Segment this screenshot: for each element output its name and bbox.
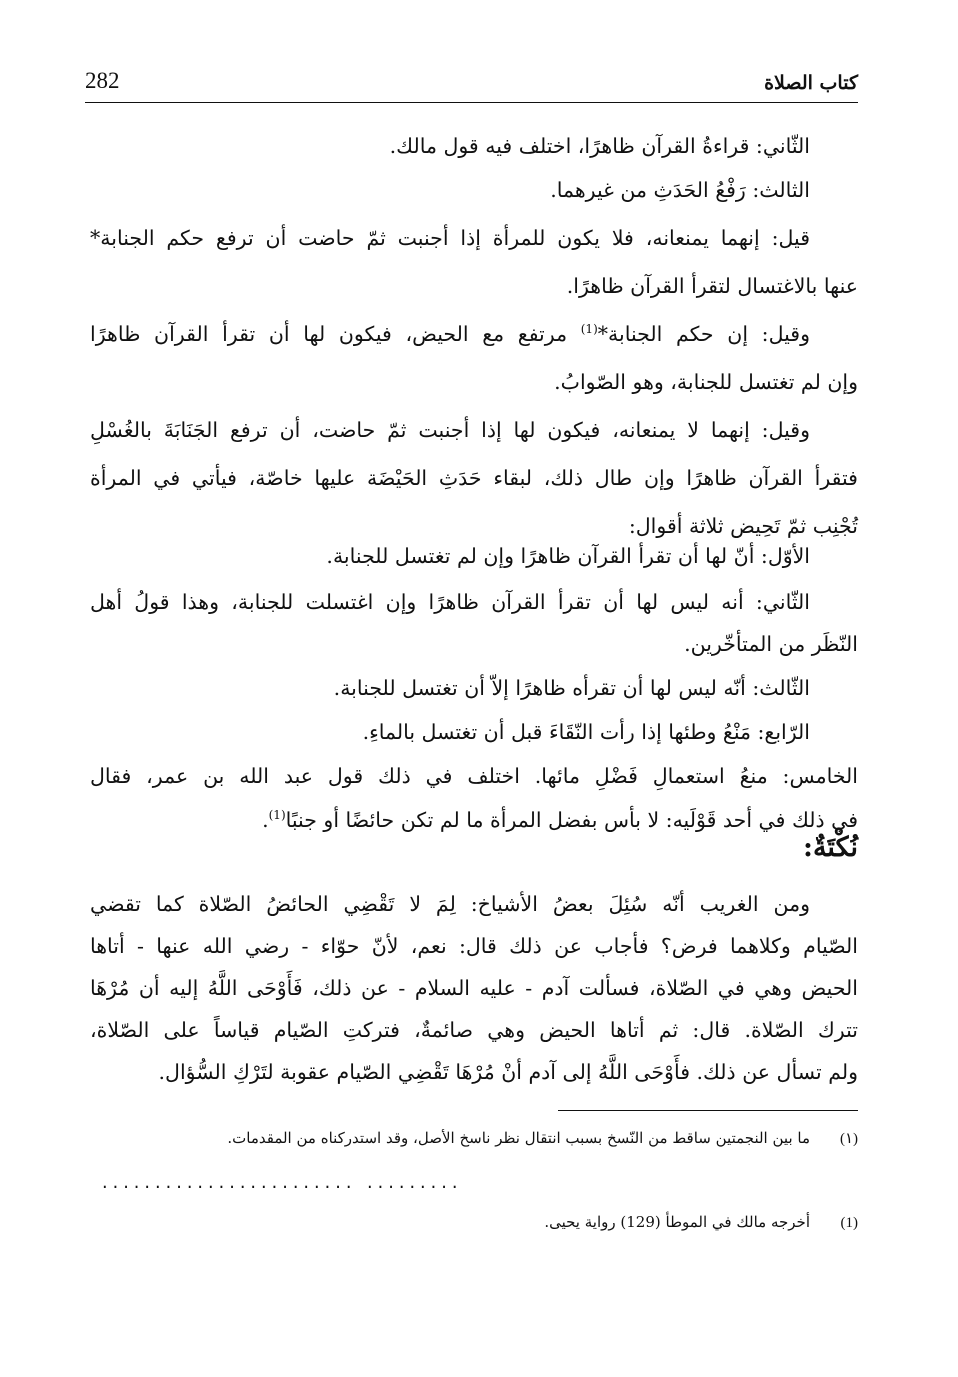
body-line: الخامس: منعُ استعمالِ فَضْلِ مائها. اختلف في ذلك قول عبد الله بن عمر، فقال <box>90 764 858 788</box>
body-line <box>90 800 858 840</box>
footnote-number: (1) <box>840 1215 858 1231</box>
body-line: فتقرأ القرآن ظاهرًا وإن طال ذلك، لبقاء حَدَثِ الحَيْضَة عليها خاصّة، فيأتي في المرأة <box>90 466 858 490</box>
dotted-separator: ........................ ......... <box>100 1175 461 1193</box>
body-line: الحيض وهي في الصّلاة، فسألت آدم - عليه السلام - عن ذلك، فَأَوْحَى اللَّهُ إليه أن مُرْهَا <box>90 976 858 1000</box>
body-line-end: . <box>262 808 269 832</box>
body-line: الرّابع: مَنْعُ وطئها إذا رأت النّقَاءَ قبل أن تغتسل بالماءِ. <box>362 720 810 744</box>
body-line: الأوّل: أنّ لها أن تقرأ القرآن ظاهرًا وإن لم تغتسل للجنابة. <box>326 544 810 568</box>
body-line-start: وقيل: إن حكم الجنابة* <box>597 322 811 346</box>
page-header <box>85 66 858 103</box>
section-heading: نُكْتَةٌ: <box>802 832 858 863</box>
body-line: ولم تسأل عن ذلك. فأَوْحَى اللَّهُ إلى آدم أنْ مُرْهَا تَقْضِي الصّيام عقوبة لتَرْكِ السُّؤال. <box>158 1060 858 1084</box>
footnote-separator <box>558 1110 858 1111</box>
body-line: وقيل: إنهما لا يمنعانه، فيكون لها إذا أجنبت ثمّ حاضت، أن ترفع الجَنَابَةَ بالغُسْلِ <box>90 418 810 442</box>
body-line: الثّاني: أنه ليس لها أن تقرأ القرآن ظاهرًا وإن اغتسلت للجنابة، وهذا قولُ أهل <box>90 590 810 614</box>
book-title: كتاب الصلاة <box>764 72 858 94</box>
body-line: وإن لم تغتسل للجنابة، وهو الصّوابُ. <box>554 370 858 394</box>
footnote-number: (١) <box>839 1131 858 1147</box>
body-line: الثالث: رَفْعُ الحَدَثِ من غيرهما. <box>550 178 810 202</box>
footnote-text: ما بين النجمتين ساقط من النّسخ بسبب انتقال نظر ناسخ الأصل، وقد استدركناه من المقدمات. <box>227 1129 810 1147</box>
footnote-text: أخرجه مالك في الموطأ (129) رواية يحيى. <box>544 1213 810 1231</box>
footnote <box>90 1208 858 1236</box>
body-line: الصّيام وكلاهما فرض؟ فأجاب عن ذلك قال: نعم، لأنّ حوّاء - رضي الله عنها - أتاها <box>90 934 858 958</box>
body-line: تُجْنِب ثمّ تَحِيض ثلاثة أقوال: <box>628 514 858 538</box>
body-line <box>90 314 858 354</box>
body-line-start: في ذلك في أحد قَوْلَيه: لا بأس بفضل المرأة ما لم تكن حائضًا أو جنبًا <box>285 808 858 832</box>
body-line: ومن الغريب أنّه سُئِلَ بعضُ الأشياخ: لِمَ لا تَقْضِي الحائضُ الصّلاة كما تقضي <box>90 892 810 916</box>
footnote-ref: (1) <box>268 808 286 823</box>
body-line: عنها بالاغتسال لتقرأ القرآن ظاهرًا. <box>566 274 858 298</box>
body-line-end: مرتفع مع الحيض، فيكون لها أن تقرأ القرآن ظاهرًا <box>90 322 581 346</box>
body-line: تترك الصّلاة. قال: ثم أتاها الحيض وهي صائمةٌ، فتركتِ الصّيام قياساً على الصّلاة، <box>90 1018 858 1042</box>
footnote-ref: (1) <box>580 322 598 337</box>
footnote <box>90 1124 858 1152</box>
body-line: النّظَر من المتأخّرين. <box>684 632 858 656</box>
page-number: 282 <box>85 68 120 93</box>
body-line: قيل: إنهما يمنعانه، فلا يكون للمرأة إذا أجنبت ثمّ حاضت أن ترفع حكم الجنابة* <box>90 226 810 250</box>
body-line: الثّالث: أنّه ليس لها أن تقرأه ظاهرًا إلاّ أن تغتسل للجنابة. <box>333 676 810 700</box>
body-line: الثّاني: قراءةُ القرآن ظاهرًا، اختلف فيه قول مالك. <box>389 134 810 158</box>
